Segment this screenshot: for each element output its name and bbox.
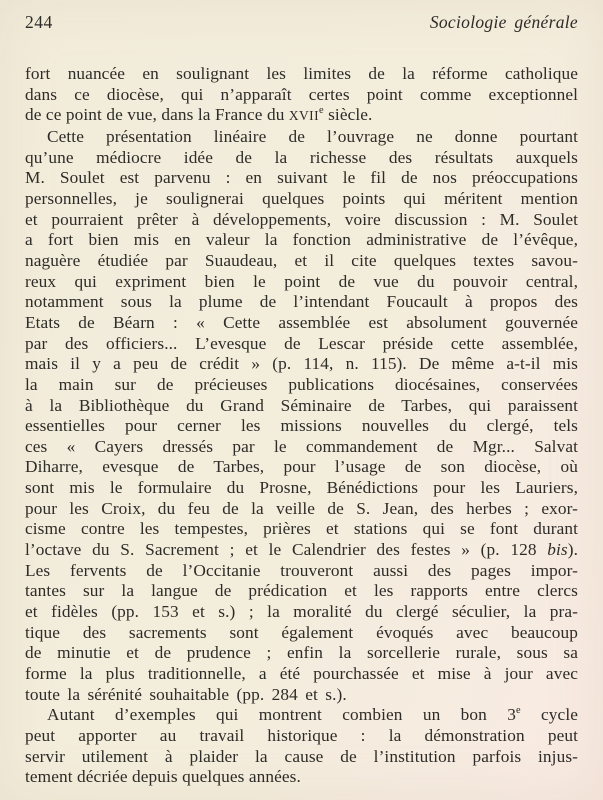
styled-text-segment: bis — [547, 540, 568, 560]
text-line — [25, 189, 578, 210]
text-line — [25, 561, 578, 582]
text-segment: de ce point de vue, dans la France du — [25, 105, 289, 125]
text-segment: sont mis le formulaire du Prosne, Bénédictions pour les Lauriers, — [25, 478, 578, 498]
text-segment: et fidèles (pp. 153 et s.) ; la moralité du clergé séculier, la pra- — [25, 602, 578, 622]
text-segment: servir utilement à plaider la cause de l’institution parfois injus- — [25, 746, 578, 766]
text-line — [25, 416, 578, 437]
text-segment: notamment sous la plume de l’intendant Foucault à propos des — [25, 292, 578, 312]
text-segment: mais il y a peu de crédit » (p. 114, n. 115). De même a-t-il mis — [25, 354, 578, 374]
text-segment: qu’une médiocre idée de la richesse des résultats auxquels — [25, 147, 578, 167]
text-line — [25, 499, 578, 520]
text-line — [25, 272, 578, 293]
text-segment: ces « Cayers dressés par le commandement de Mgr... Salvat — [25, 436, 578, 456]
text-line — [25, 581, 578, 602]
text-segment: à la Bibliothèque du Grand Séminaire de Tarbes, qui paraissent — [25, 395, 578, 415]
text-segment: reux qui expriment bien le point de vue du pouvoir central, — [25, 271, 578, 291]
styled-text-segment: XVII — [288, 108, 319, 124]
paragraph — [25, 64, 578, 127]
text-segment: par des officiers... L’evesque de Lescar préside cette assemblée, — [25, 333, 578, 353]
text-segment: naguère étudiée par Suaudeau, et il cite quelques textes savou- — [25, 250, 578, 270]
text-line — [25, 64, 578, 85]
text-line — [25, 375, 578, 396]
text-segment: peut apporter au travail historique : la démonstration peut — [25, 726, 578, 745]
text-line — [25, 105, 578, 127]
text-line — [25, 127, 578, 148]
text-line — [25, 767, 578, 788]
text-block — [25, 64, 578, 788]
paragraph — [25, 127, 578, 705]
text-segment: Diharre, evesque de Tarbes, pour l’usage de son diocèse, où — [25, 457, 578, 477]
text-line — [25, 210, 578, 231]
page-number: 244 — [25, 12, 53, 32]
text-line — [25, 85, 578, 106]
text-segment: tantes sur la langue de prédication et les rapports entre clercs — [25, 581, 578, 601]
text-segment: fort nuancée en soulignant les limites de la réforme catholique — [25, 64, 578, 83]
text-segment: tique des sacrements sont également évoqués avec beaucoup — [25, 622, 578, 642]
text-line — [25, 457, 578, 478]
styled-text-segment: e — [318, 105, 324, 117]
text-line — [25, 747, 578, 768]
text-line — [25, 602, 578, 623]
text-line — [25, 664, 578, 685]
paragraph — [25, 705, 578, 788]
text-segment: l’octave du S. Sacrement ; et le Calendrier des festes » (p. 128 — [25, 540, 548, 560]
text-segment: la main sur de précieuses publications diocésaines, conservées — [25, 374, 578, 394]
running-title: Sociologie générale — [429, 12, 578, 32]
text-segment: a fort bien mis en valeur la fonction administrative de l’évêque, — [25, 230, 578, 250]
text-segment: et pourraient prêter à développements, voire discussion : M. Soulet — [25, 209, 578, 229]
text-line — [25, 313, 578, 334]
styled-text-segment: e — [515, 705, 521, 717]
text-segment: de minutie et de prudence ; enfin la sorcellerie rurale, sous sa — [25, 643, 578, 663]
text-line — [25, 623, 578, 644]
text-line — [25, 478, 578, 499]
text-line — [25, 726, 578, 747]
text-line — [25, 168, 578, 189]
text-segment: forme la plus traditionnelle, a été pourchassée et mise à jour avec — [25, 664, 578, 684]
text-segment: Etats de Béarn : « Cette assemblée est absolument gouvernée — [25, 312, 578, 332]
text-segment: essentielles pour cerner les missions nouvelles du clergé, tels — [25, 416, 578, 436]
text-segment: personnelles, je soulignerai quelques points qui méritent mention — [25, 188, 578, 208]
text-segment: M. Soulet est parvenu : en suivant le fil de nos préoccupations — [25, 168, 578, 188]
text-line — [25, 519, 578, 540]
text-segment: siècle. — [323, 105, 373, 125]
text-segment: pour les Croix, du feu de la veille de S. Jean, des herbes ; exor- — [25, 498, 578, 518]
text-line — [25, 705, 578, 726]
text-segment: dans ce diocèse, qui n’apparaît certes point comme exceptionnel — [25, 84, 578, 104]
text-segment: tement décriée depuis quelques années. — [25, 767, 301, 787]
text-segment: Les fervents de l’Occitanie trouveront aussi des pages impor- — [25, 560, 578, 580]
text-segment: toute la sérénité souhaitable (pp. 284 et s.). — [25, 684, 347, 704]
text-segment: Cette présentation linéaire de l’ouvrage ne donne pourtant — [47, 126, 578, 146]
text-line — [25, 354, 578, 375]
text-line — [25, 230, 578, 251]
text-segment: cycle — [520, 705, 578, 725]
text-segment: Autant d’exemples qui montrent combien un bon 3 — [47, 705, 516, 725]
text-line — [25, 437, 578, 458]
text-line — [25, 148, 578, 169]
text-line — [25, 251, 578, 272]
text-line — [25, 685, 578, 706]
text-line — [25, 540, 578, 561]
running-header — [25, 10, 578, 32]
text-line — [25, 396, 578, 417]
text-segment: ). — [567, 540, 578, 560]
text-segment: cisme contre les tempestes, prières et stations qui se font durant — [25, 519, 578, 539]
text-line — [25, 334, 578, 355]
text-line — [25, 292, 578, 313]
text-line — [25, 643, 578, 664]
